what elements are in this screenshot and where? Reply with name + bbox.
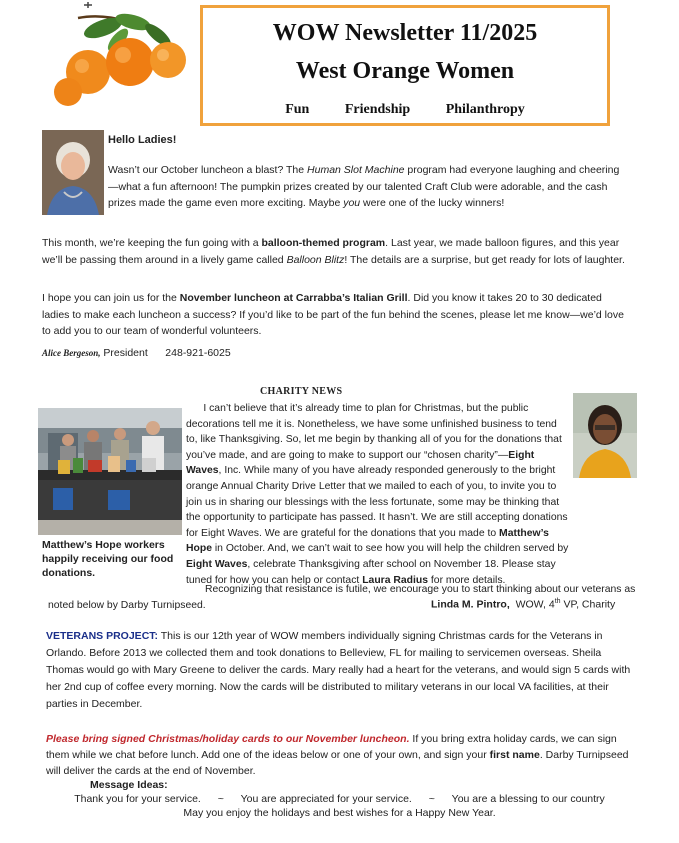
president-signature [42,347,442,359]
greeting: Hello Ladies! [108,134,177,146]
veterans-heading: VETERANS PROJECT: [46,630,159,642]
workers-photo-caption: Matthew’s Hope workers happily receiving our food donations. [42,539,174,579]
president-paragraph-2: This month, we’re keeping the fun going with a balloon-themed program. Last year, we made balloon figures, and this year we’ll be passing them around in a lively game called Balloon Blitz! The details are a surprise, but get ready for lots of laughter. [42,237,625,266]
workers-photo [38,408,182,535]
president-paragraph-1: Wasn’t our October luncheon a blast? The Human Slot Machine program had everyone laughing and cheering—what a fun afternoon! The pumpkin prizes created by our talented Craft Club were adorable, and the cash prizes made the game even more exciting. Maybe you were one of the lucky winners! [108,164,620,209]
charity-signature: Linda M. Pintro, WOW, 4th VP, Charity [431,598,616,611]
charity-paragraph: I can’t believe that it’s already time to plan for Christmas, but the public decorations tell me it is. Nonetheless, we have some unfinished business to tend to, like Thanksgiving. So, let me begin by thanking all of you for the donations that you’ve made, and are going to make to support our “chosen charity”—Eight Waves, Inc. While many of you have already responded generously to the bright orange Annual Charity Drive Letter that we mailed to each of you, to invite you to join us in sharing our blessings with the less fortunate, some may be thinking that the opportunity to participate has passed. It hasn’t. We are still accepting donations for Eight Waves. We are grateful for the donations that you made to Matthew’s Hope in October. And, we can’t wait to see how you will help the children served by Eight Waves, celebrate Thanksgiving after school on November 18. Please stay tuned for how you can help or contact Laura Radius for more details. [186,403,569,586]
message-idea-last: May you enjoy the holidays and best wishes for a Happy New Year. [183,807,496,819]
president-paragraph-3: I hope you can join us for the November luncheon at Carrabba’s Italian Grill. Did you know it takes 20 to 30 dedicated ladies to make each luncheon a success? If you’d like to be part of the fun behind the scenes, please let me know—we’d love to add you to our team of wonderful volunteers. [42,292,624,337]
message-idea: Thank you for your service. [74,793,201,805]
oranges-illustration [48,0,198,115]
holiday-cards-note: Please bring signed Christmas/holiday cards to our November luncheon. If you bring extra holiday cards, we can sign them while we chat before lunch. Add one of the ideas below or one of your own, and sign your first name. Darby Turnipseed will deliver the cards at the end of November. [46,733,629,777]
message-idea: You are a blessing to our country [451,793,605,805]
charity-vp-photo [573,393,637,478]
tagline-friendship: Friendship [344,102,411,117]
signature-phone: 248-921-6025 [165,347,231,359]
charity-closing: Recognizing that resistance is futile, we encourage you to start thinking about our veterans as noted below by Darby Turnipseed. [48,584,636,611]
charity-signer-name: Linda M. Pintro, [431,598,510,611]
president-photo [42,130,104,215]
message-ideas-label: Message Ideas: [90,779,168,791]
newsletter-title: WOW Newsletter 11/2025 [272,20,538,46]
veterans-project: VETERANS PROJECT: This is our 12th year of WOW members individually signing Christmas cards for the Veterans in Orlando. Before 2013 we collected them and took donations to Belleview, FL for mailing to servicemen overseas. Sheila Thomas would go with Mary Greene to deliver the cards. Mary really had a heart for the veterans, and would sign 5 cards with her 2nd cup of coffee every morning. Now the cards will be distributed to military veterans in our local VA facilities, at their parties in December. [46,630,631,710]
charity-news-title: CHARITY NEWS [260,386,343,397]
holiday-cards-highlight: Please bring signed Christmas/holiday cards to our November luncheon. [46,733,410,745]
signature-name: Alice Bergeson, [42,348,101,358]
message-idea: You are appreciated for your service. [240,793,412,805]
tagline [203,102,607,118]
header-box [200,5,610,126]
signature-title: President [103,347,148,359]
idea-separator: ~ [428,793,435,805]
tagline-fun: Fun [285,102,310,117]
tagline-philanthropy: Philanthropy [445,102,525,117]
org-name: West Orange Women [295,58,515,84]
idea-separator: ~ [217,793,224,805]
message-ideas-list [0,793,679,805]
